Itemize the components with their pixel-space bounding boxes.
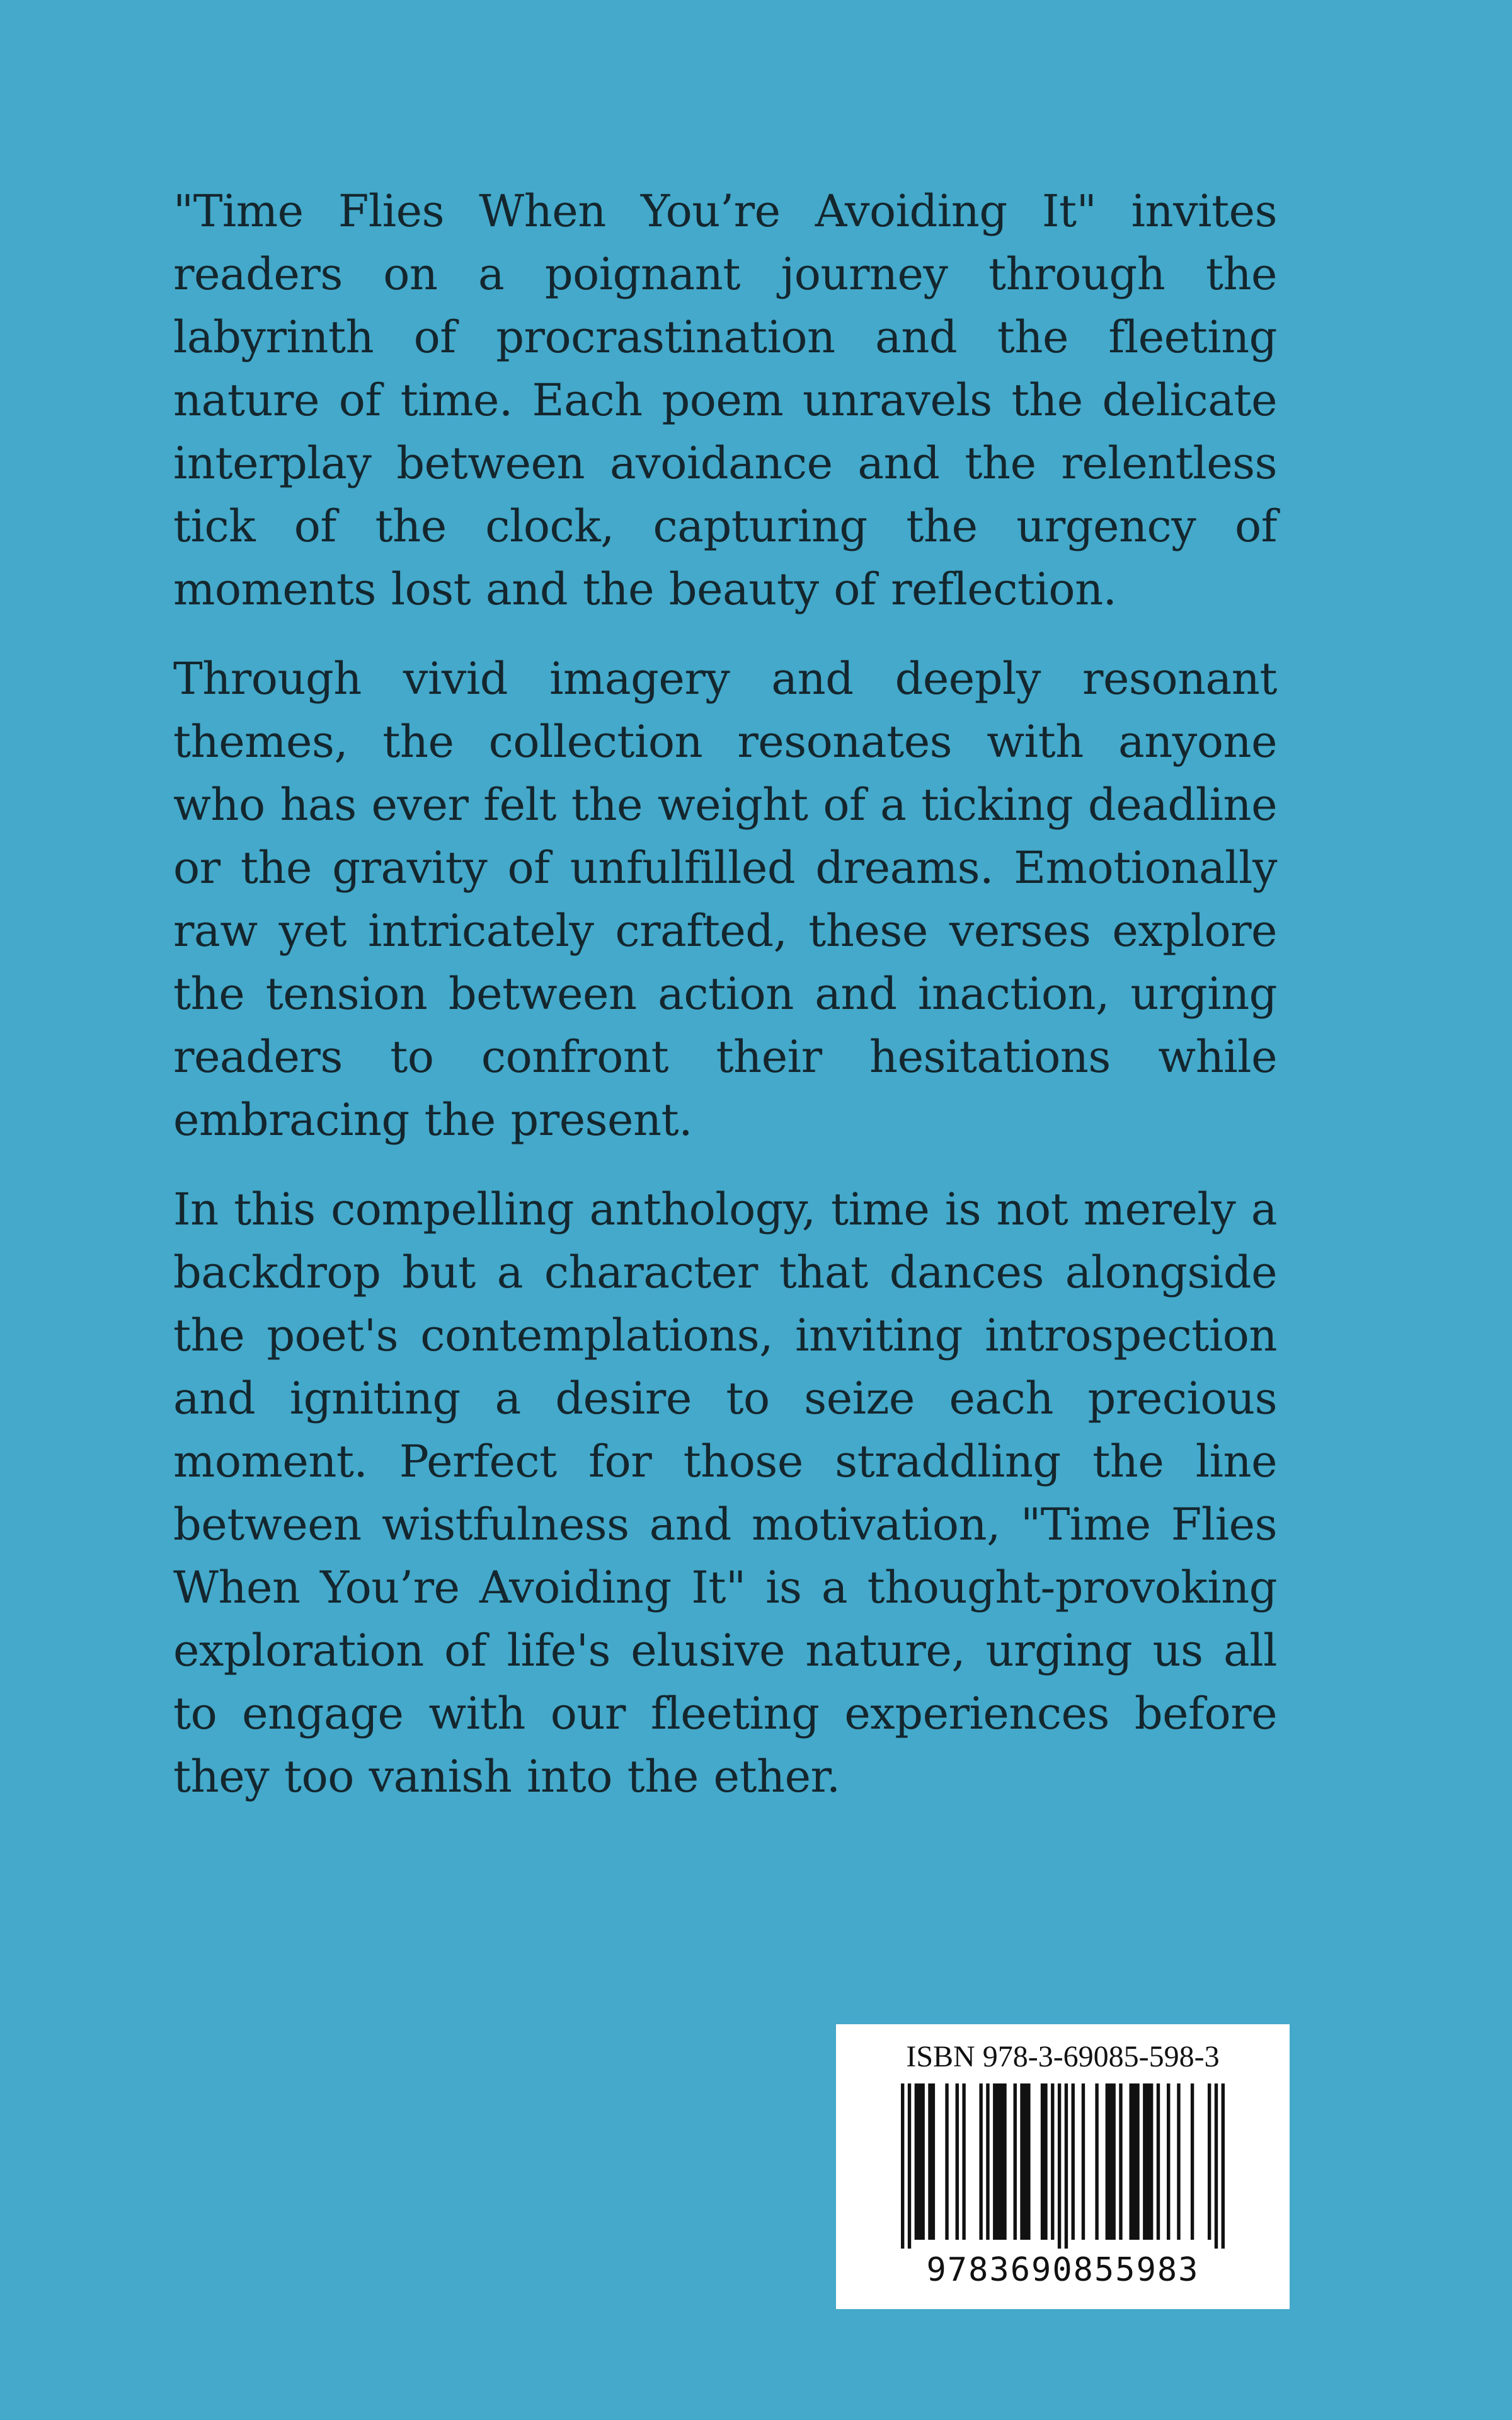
barcode-bar — [1041, 2083, 1048, 2240]
barcode-bar — [915, 2083, 925, 2240]
blurb-paragraph-3: In this compelling anthology, time is not merely a backdrop but a character that dances alongside the poet's contemplations, inviting introspection and igniting a desire to seize each precious moment. Perfect for those straddling the line between wistfulness and motivation, "Time Flies When You’re Avoiding It" is a thought-provoking exploration of life's elusive nature, urging us all to engage with our fleeting experiences before they too vanish into the ether. — [173, 1184, 1277, 1802]
barcode-bar — [1119, 2083, 1122, 2240]
barcode-bar — [979, 2083, 982, 2240]
barcode-bar — [1130, 2083, 1140, 2240]
barcode-bar — [1143, 2083, 1153, 2240]
blurb-paragraph-1: "Time Flies When You’re Avoiding It" invites readers on a poignant journey through the labyrinth of procrastination and the fleeting nature of time. Each poem unravels the delicate interplay between avoidance and the relentless tick of the clock, capturing the urgency of moments lost and the beauty of reflection. — [173, 185, 1277, 615]
barcode-bar — [1020, 2083, 1030, 2240]
barcode-bar — [1014, 2083, 1017, 2240]
barcode-bar — [945, 2083, 948, 2240]
barcode-bar — [1095, 2083, 1098, 2240]
barcode-bar — [1222, 2083, 1225, 2249]
isbn-digits: 9783690855983 — [926, 2251, 1200, 2289]
barcode-bar — [986, 2083, 989, 2240]
barcode-bar — [928, 2083, 935, 2240]
barcode-bar — [908, 2083, 911, 2249]
barcode-bar — [956, 2083, 959, 2240]
barcode-bar — [1058, 2083, 1061, 2249]
barcode-bar — [1157, 2083, 1160, 2240]
blurb-paragraph-2: Through vivid imagery and deeply resonant themes, the collection resonates with anyone who has ever felt the weight of a ticking deadline or the gravity of unfulfilled dreams. Emotionally raw yet intricately crafted, these verses explore the tension between action and inaction, urging readers to confront their hesitations while embracing the present. — [173, 653, 1277, 1146]
barcode-bar — [1208, 2083, 1211, 2240]
barcode-bar — [1177, 2083, 1180, 2240]
barcode-bar — [1082, 2083, 1085, 2240]
barcode-image — [901, 2083, 1225, 2249]
barcode-bar — [1191, 2083, 1194, 2240]
barcode-bar — [1065, 2083, 1068, 2249]
barcode-bar — [993, 2083, 1007, 2240]
isbn-barcode-panel — [836, 2024, 1290, 2309]
barcode-bar — [1106, 2083, 1116, 2240]
barcode-bar — [1167, 2083, 1170, 2240]
barcode-bar — [1215, 2083, 1218, 2249]
barcode-bar — [962, 2083, 965, 2240]
barcode-bar — [901, 2083, 904, 2249]
back-cover-blurb — [173, 180, 1277, 1835]
barcode-bar — [1072, 2083, 1075, 2240]
isbn-label: ISBN 978-3-69085-598-3 — [906, 2040, 1220, 2073]
barcode-bar — [1051, 2083, 1054, 2240]
